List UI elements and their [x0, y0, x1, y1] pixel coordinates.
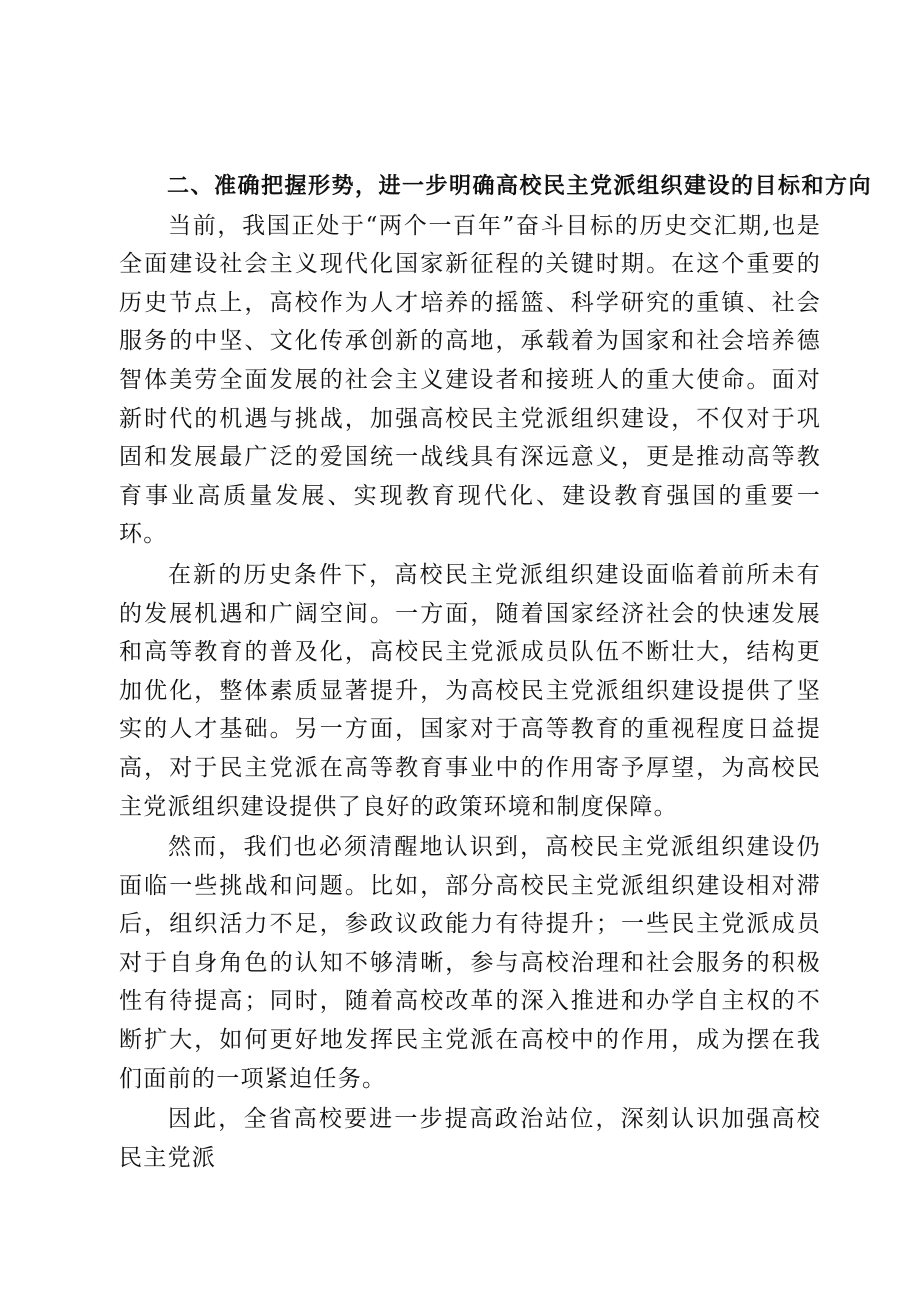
paragraph-1: 当前，我国正处于“两个一百年”奋斗目标的历史交汇期,也是全面建设社会主义现代化国家新征程的关键时期。在这个重要的历史节点上，高校作为人才培养的摇篮、科学研究的重镇、社会服务的中坚、文化传承创新的高地，承载着为国家和社会培养德智体美劳全面发展的社会主义建设者和接班人的重大使命。面对新时代的机遇与挑战，加强高校民主党派组织建设，不仅对于巩固和发展最广泛的爱国统一战线具有深远意义，更是推动高等教育事业高质量发展、实现教育现代化、建设教育强国的重要一环。 [119, 212, 821, 548]
document-body [119, 168, 873, 1179]
section-heading: 二、准确把握形势，进一步明确高校民主党派组织建设的目标和方向 [167, 174, 873, 199]
paragraph-4: 因此，全省高校要进一步提高政治站位，深刻认识加强高校民主党派 [119, 1106, 821, 1171]
paragraph-2: 在新的历史条件下，高校民主党派组织建设面临着前所未有的发展机遇和广阔空间。一方面，随着国家经济社会的快速发展和高等教育的普及化，高校民主党派成员队伍不断壮大，结构更加优化，整体素质显著提升，为高校民主党派组织建设提供了坚实的人才基础。另一方面，国家对于高等教育的重视程度日益提高，对于民主党派在高等教育事业中的作用寄予厚望，为高校民主党派组织建设提供了良好的政策环境和制度保障。 [119, 561, 821, 820]
paragraph-3: 然而，我们也必须清醒地认识到，高校民主党派组织建设仍面临一些挑战和问题。比如，部分高校民主党派组织建设相对滞后，组织活力不足，参政议政能力有待提升；一些民主党派成员对于自身角色的认知不够清晰，参与高校治理和社会服务的积极性有待提高；同时，随着高校改革的深入推进和办学自主权的不断扩大，如何更好地发挥民主党派在高校中的作用，成为摆在我们面前的一项紧迫任务。 [119, 834, 821, 1092]
